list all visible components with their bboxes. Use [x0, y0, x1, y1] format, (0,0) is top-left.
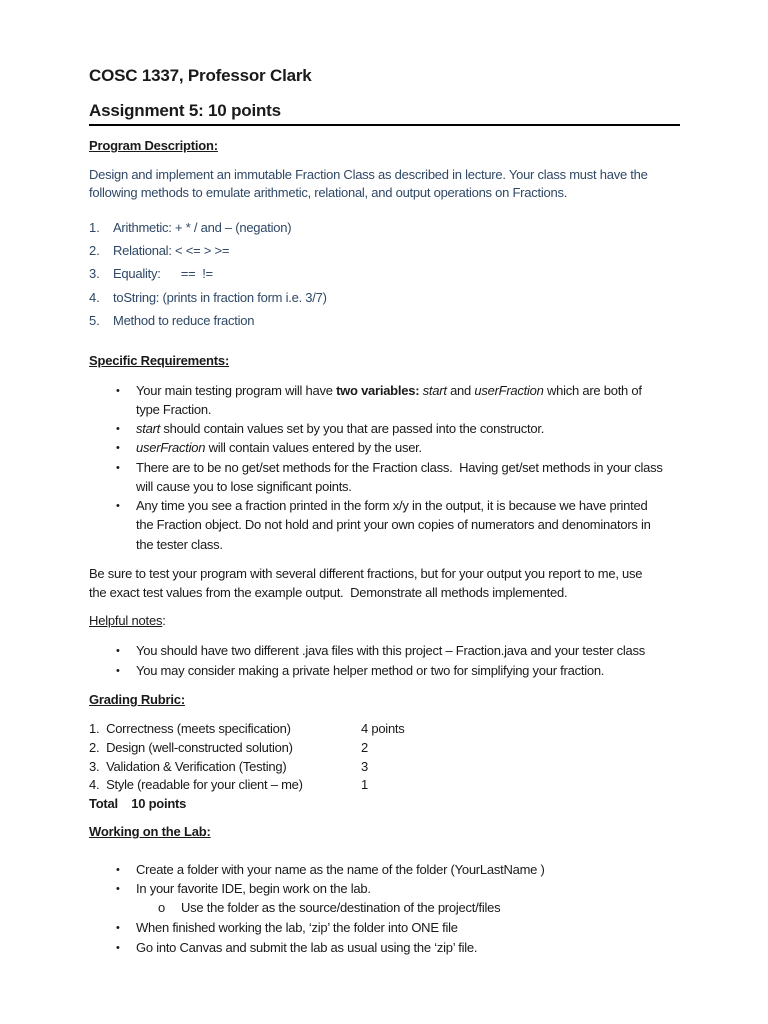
- rubric-total: Total 10 points: [89, 796, 187, 811]
- list-number: 1.: [89, 220, 100, 235]
- rubric-criterion: 3. Validation & Verification (Testing): [89, 759, 287, 774]
- program-description-line: Design and implement an immutable Fraction Class as described in lecture. Your class must have the: [89, 167, 648, 182]
- requirement-text: the tester class.: [136, 537, 223, 552]
- list-number: 5.: [89, 313, 100, 328]
- specific-requirements-heading: Specific Requirements:: [89, 353, 230, 368]
- requirement-text: Your main testing program will have two variables: start and userFraction which are both of: [136, 383, 642, 398]
- requirement-text: start should contain values set by you that are passed into the constructor.: [136, 421, 545, 436]
- list-number: 2.: [89, 243, 100, 258]
- course-title: COSC 1337, Professor Clark: [89, 66, 312, 85]
- lab-step: In your favorite IDE, begin work on the lab.: [136, 881, 371, 896]
- testing-note: the exact test values from the example output. Demonstrate all methods implemented.: [89, 585, 568, 600]
- list-item: Method to reduce fraction: [113, 313, 255, 328]
- grading-rubric-heading: Grading Rubric:: [89, 692, 185, 707]
- list-number: 3.: [89, 266, 100, 281]
- sub-bullet: o: [158, 900, 166, 915]
- rubric-criterion: 1. Correctness (meets specification): [89, 721, 291, 736]
- lab-step: Create a folder with your name as the name of the folder (YourLastName ): [136, 862, 545, 877]
- bullet: •: [116, 385, 120, 397]
- bullet: •: [116, 462, 120, 474]
- lab-step: When finished working the lab, ‘zip’ the folder into ONE file: [136, 920, 458, 935]
- bullet: •: [116, 883, 120, 895]
- note-text: You may consider making a private helper method or two for simplifying your fraction.: [136, 663, 605, 678]
- rubric-points: 3: [361, 759, 368, 774]
- bullet: •: [116, 645, 120, 657]
- bullet: •: [116, 922, 120, 934]
- requirement-text: type Fraction.: [136, 402, 212, 417]
- helpful-notes-heading: Helpful notes:: [89, 613, 166, 628]
- rubric-criterion: 4. Style (readable for your client – me): [89, 777, 303, 792]
- list-item: Equality: == !=: [113, 266, 213, 281]
- list-number: 4.: [89, 290, 100, 305]
- testing-note: Be sure to test your program with several different fractions, but for your output you report to me, use: [89, 566, 643, 581]
- bullet: •: [116, 423, 120, 435]
- note-text: You should have two different .java files with this project – Fraction.java and your tester class: [136, 643, 646, 658]
- requirement-text: the Fraction object. Do not hold and print your own copies of numerators and denominators in: [136, 517, 651, 532]
- working-on-lab-heading: Working on the Lab:: [89, 824, 211, 839]
- bullet: •: [116, 864, 120, 876]
- program-description-line: following methods to emulate arithmetic, relational, and output operations on Fractions.: [89, 185, 568, 200]
- requirement-text: userFraction will contain values entered by the user.: [136, 440, 422, 455]
- list-item: toString: (prints in fraction form i.e. 3/7): [113, 290, 327, 305]
- rubric-criterion: 2. Design (well-constructed solution): [89, 740, 293, 755]
- list-item: Relational: < <= > >=: [113, 243, 230, 258]
- requirement-text: There are to be no get/set methods for the Fraction class. Having get/set methods in your class: [136, 460, 663, 475]
- rubric-points: 2: [361, 740, 368, 755]
- bullet: •: [116, 500, 120, 512]
- program-description-heading: Program Description:: [89, 138, 218, 153]
- header-rule: [89, 124, 680, 126]
- bullet: •: [116, 442, 120, 454]
- assignment-title: Assignment 5: 10 points: [89, 101, 281, 120]
- lab-step: Go into Canvas and submit the lab as usual using the ‘zip’ file.: [136, 940, 478, 955]
- bullet: •: [116, 942, 120, 954]
- rubric-points: 1: [361, 777, 368, 792]
- bullet: •: [116, 665, 120, 677]
- rubric-points: 4 points: [361, 721, 405, 736]
- list-item: Arithmetic: + * / and – (negation): [113, 220, 292, 235]
- requirement-text: Any time you see a fraction printed in the form x/y in the output, it is because we have printed: [136, 498, 648, 513]
- requirement-text: will cause you to lose significant points.: [136, 479, 352, 494]
- lab-sub-step: Use the folder as the source/destination of the project/files: [181, 900, 501, 915]
